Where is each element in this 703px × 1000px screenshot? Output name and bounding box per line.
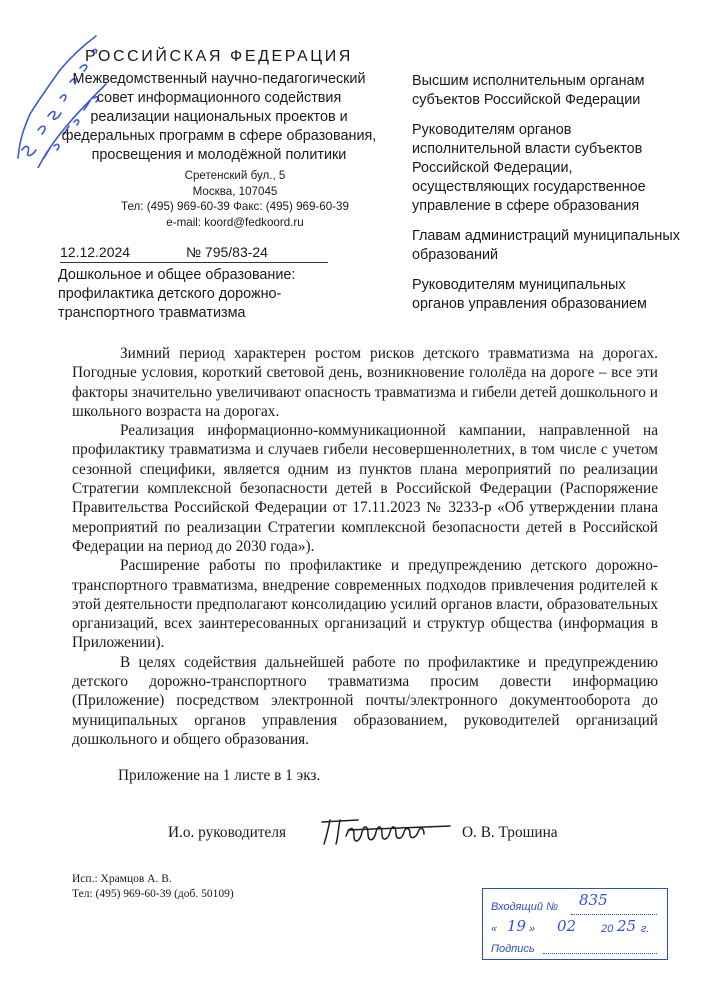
- subject-line: транспортного травматизма: [58, 305, 246, 321]
- registration-line: [60, 244, 268, 260]
- address-line: Сретенский бул., 5: [184, 169, 286, 182]
- subject-line: профилактика детского дорожно-: [58, 286, 282, 302]
- handwritten-signature: [318, 812, 458, 848]
- org-line: совет информационного содействия: [96, 90, 342, 106]
- stamp-date-open: «: [491, 923, 498, 935]
- stamp-signature-line: [543, 953, 657, 954]
- registration-date: 12.12.2024: [60, 244, 131, 260]
- registration-underline: [60, 262, 328, 263]
- stamp-signature-label: Подпись: [491, 943, 535, 955]
- stamp-number-line: [571, 914, 657, 915]
- address-line: Москва, 107045: [192, 184, 278, 198]
- executor-phone: Тел: (495) 969-60-39 (доб. 50109): [72, 888, 234, 900]
- stamp-date-close: »: [529, 923, 536, 935]
- stamp-incoming-number: 835: [579, 891, 608, 909]
- registration-number: № 795/83-24: [186, 244, 268, 260]
- stamp-year-suffix: 25: [617, 917, 637, 935]
- subject-line: Дошкольное и общее образование:: [58, 267, 296, 283]
- org-line: реализации национальных проектов и: [90, 109, 348, 125]
- sender-organization: [58, 70, 380, 165]
- org-line: федеральных программ в сфере образования,: [61, 128, 377, 144]
- letter-subject: [58, 266, 358, 323]
- stamp-month: 02: [557, 917, 577, 935]
- executor-block: [72, 872, 234, 902]
- recipient: Главам администраций муниципальных образований: [412, 228, 680, 263]
- executor-name: Исп.: Храмцов А. В.: [72, 873, 172, 885]
- recipient: Руководителям органов исполнительной власти субъектов Российской Федерации, осуществляющих государственное управление в сфере образования: [412, 122, 646, 214]
- letter-body: [72, 344, 658, 749]
- recipients-block: [412, 72, 682, 325]
- sender-address: [90, 168, 380, 230]
- attachment-note: Приложение на 1 листе в 1 экз.: [118, 767, 321, 784]
- body-paragraph: Зимний период характерен ростом рисков детского травматизма на дорогах. Погодные условия, короткий световой день, возникновение гололёда на дороге – все эти факторы значительно увеличивают опасность травматизма и гибели детей дошкольного и школьного возраста на дорогах.: [72, 345, 658, 420]
- signer-name: О. В. Трошина: [462, 824, 558, 841]
- stamp-year-prefix: 20: [601, 923, 614, 935]
- body-paragraph: Расширение работы по профилактике и предупреждению детского дорожно-транспортного травматизма, внедрение современных подходов привлечения родителей к этой деятельности предполагают консолидацию усилий органов власти, образовательных организаций, всех заинтересованных организаций и структур общества (информация в Приложении).: [72, 557, 658, 652]
- recipient: Руководителям муниципальных органов управления образованием: [412, 277, 647, 312]
- stamp-incoming-label: Входящий №: [491, 901, 558, 913]
- body-paragraph: В целях содействия дальнейшей работе по профилактике и предупреждению детского дорожно-транспортного травматизма просим довести информацию (Приложение) посредством электронной почты/электронного документооборота до муниципальных органов управления образованием, руководителей организаций дошкольного и общего образования.: [72, 653, 658, 748]
- country-title: РОССИЙСКАЯ ФЕДЕРАЦИЯ: [85, 48, 353, 65]
- stamp-day: 19: [507, 917, 527, 935]
- org-line: Межведомственный научно-педагогический: [72, 71, 366, 87]
- incoming-stamp: [482, 888, 668, 960]
- signer-position: И.о. руководителя: [168, 824, 287, 841]
- address-line: e-mail: koord@fedkoord.ru: [166, 215, 304, 229]
- address-line: Тел: (495) 969-60-39 Факс: (495) 969-60-39: [121, 200, 349, 214]
- recipient: Высшим исполнительным органам субъектов Российской Федерации: [412, 73, 645, 108]
- org-line: просвещения и молодёжной политики: [91, 147, 347, 163]
- body-paragraph: Реализация информационно-коммуникационной кампании, направленной на профилактику травматизма и случаев гибели несовершеннолетних, в том числе с учетом сезонной специфики, является одним из пунктов плана мероприятий по реализации Стратегии комплексной безопасности детей в Российской Федерации (Распоряжение Правительства Российской Федерации от 17.11.2023 № 3233-р «Об утверждении плана мероприятий по реализации Стратегии комплексной безопасности детей в Российской Федерации на период до 2030 года»).: [72, 422, 658, 555]
- stamp-year-unit: г.: [641, 923, 650, 935]
